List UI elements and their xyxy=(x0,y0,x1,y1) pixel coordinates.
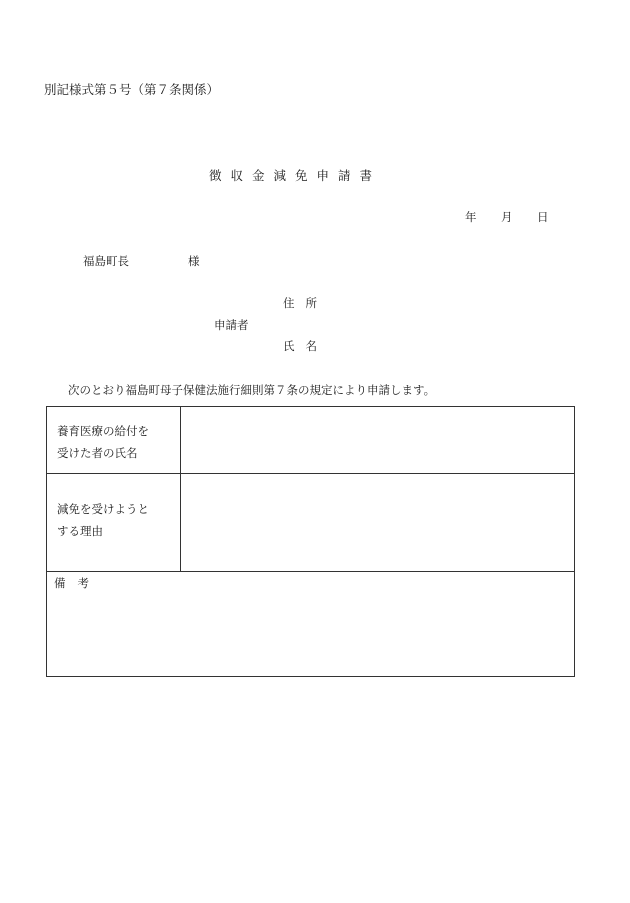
recipient-name-label-cell xyxy=(47,407,181,473)
document-title: 徴収金減免申請書 xyxy=(209,168,382,183)
recipient-name-label-line: 受けた者の氏名 xyxy=(57,446,138,460)
reduction-reason-field[interactable] xyxy=(181,474,574,571)
applicant-label: 申請者 xyxy=(214,318,249,332)
date-year-label: 年 xyxy=(465,210,477,224)
reduction-reason-label-line: する理由 xyxy=(57,524,103,538)
reduction-reason-label-cell xyxy=(47,474,181,571)
name-label: 氏名 xyxy=(283,339,328,353)
date-day-label: 日 xyxy=(537,210,549,224)
date-month-label: 月 xyxy=(501,210,513,224)
reduction-reason-label-line: 減免を受けようと xyxy=(57,502,149,516)
application-statement: 次のとおり福島町母子保健法施行細則第７条の規定により申請します。 xyxy=(68,383,436,397)
table-row xyxy=(47,407,574,474)
remarks-row[interactable] xyxy=(47,572,574,676)
addressee-name: 福島町長 xyxy=(83,254,129,268)
recipient-name-field[interactable] xyxy=(181,407,574,473)
address-label: 住所 xyxy=(283,296,328,310)
remarks-label: 備考 xyxy=(54,576,101,590)
recipient-name-label-line: 養育医療の給付を xyxy=(57,424,149,438)
addressee-honorific: 様 xyxy=(188,254,200,268)
form-reference: 別記様式第５号（第７条関係） xyxy=(44,82,220,97)
table-row xyxy=(47,474,574,572)
application-form-table xyxy=(46,406,575,677)
